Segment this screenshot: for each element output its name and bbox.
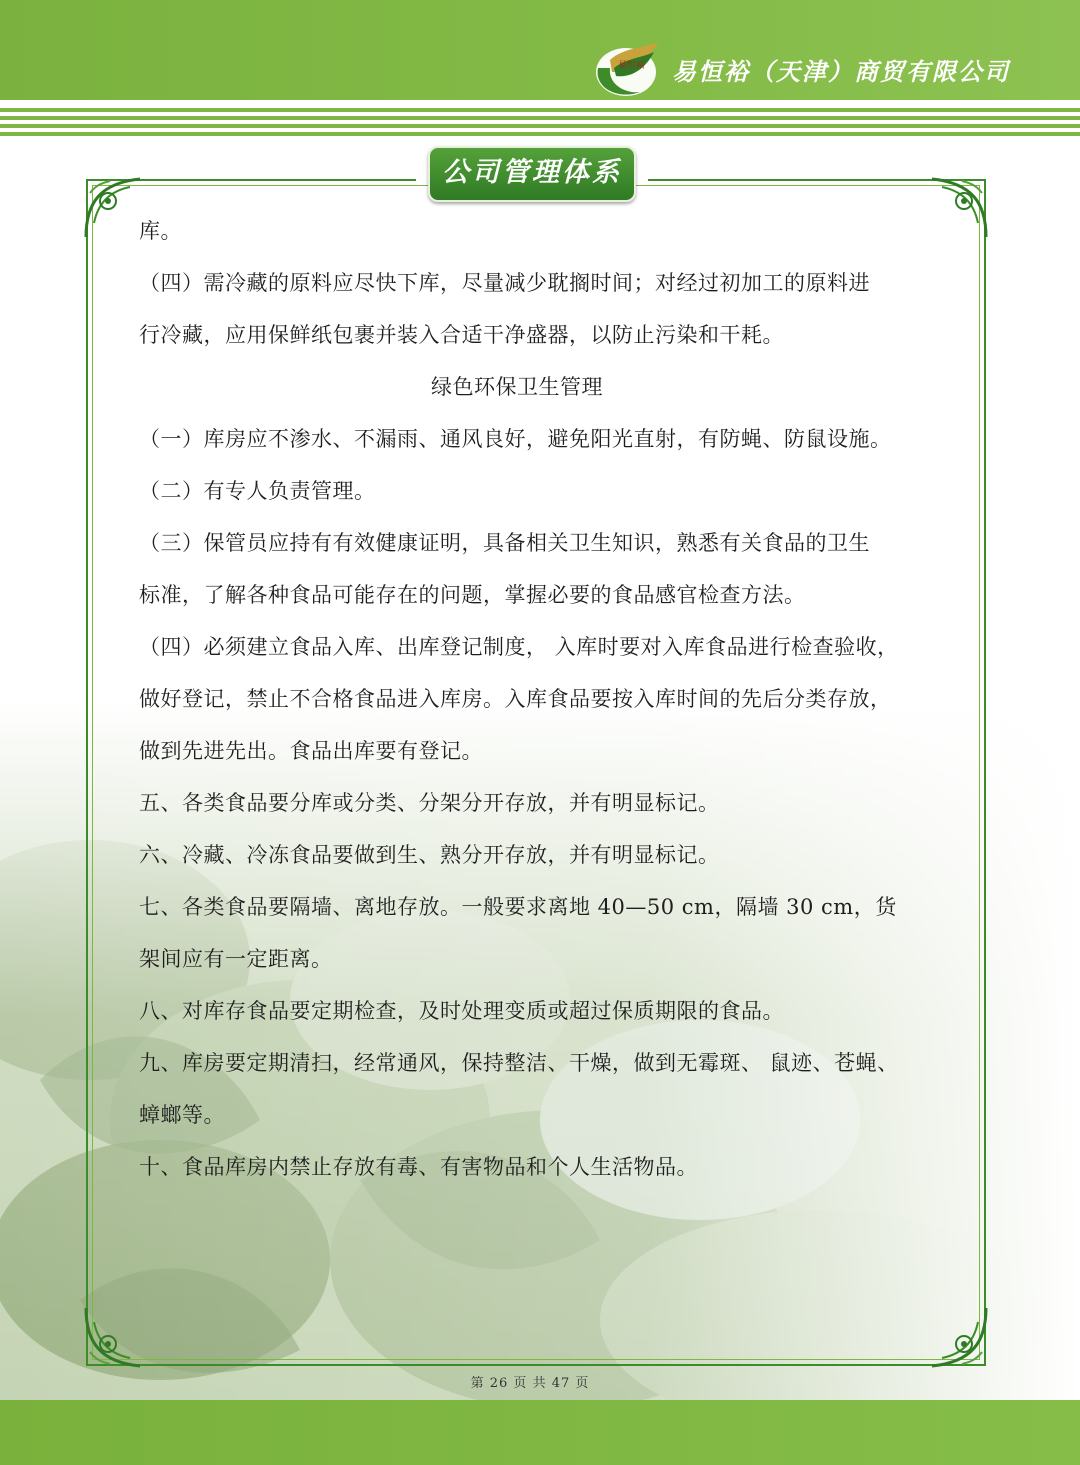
paragraph-line: 九、库房要定期清扫，经常通风，保持整洁、干燥，做到无霉斑、 鼠迹、苍蝇、 [139,1051,899,1075]
section-title-badge: 公司管理体系 [428,146,636,202]
paragraph-line: （一）库房应不渗水、不漏雨、通风良好，避免阳光直射，有防蝇、防鼠设施。 [139,427,892,451]
paragraph-line: 十、食品库房内禁止存放有毒、有害物品和个人生活物品。 [139,1155,698,1179]
paragraph-line: 五、各类食品要分库或分类、分架分开存放，并有明显标记。 [139,791,720,815]
stripe-line [0,108,1080,112]
header-stripes [0,100,1080,142]
paragraph-line: 库。 [139,219,182,243]
paragraph-line: 标准，了解各种食品可能存在的问题，掌握必要的食品感官检查方法。 [139,583,806,607]
document-body [139,205,945,1193]
stripe-line [0,116,1080,120]
paragraph-line: 六、冷藏、冷冻食品要做到生、熟分开存放，并有明显标记。 [139,843,720,867]
subsection-heading: 绿色环保卫生管理 [431,375,603,399]
paragraph-line: 行冷藏，应用保鲜纸包裹并装入合适干净盛器，以防止污染和干耗。 [139,323,784,347]
leaf-logo-icon [588,38,664,102]
paragraph-line: 做到先进先出。食品出库要有登记。 [139,739,483,763]
paragraph-line: 七、各类食品要隔墙、离地存放。一般要求离地 40—50 cm，隔墙 30 cm，货 [139,895,897,919]
paragraph-line: 蟑螂等。 [139,1103,225,1127]
paragraph-line: （二）有专人负责管理。 [139,479,376,503]
paragraph-line: 架间应有一定距离。 [139,947,333,971]
paragraph-line: 做好登记，禁止不合格食品进入库房。入库食品要按入库时间的先后分类存放， [139,687,892,711]
floral-corner-ornament-icon [922,1302,992,1372]
stripe-line [0,132,1080,136]
page-number: 第 26 页 共 47 页 [470,1376,590,1391]
footer-bar [0,1400,1080,1465]
floral-corner-ornament-icon [80,1302,150,1372]
logo-text: 易恒裕 [618,61,646,71]
company-name: 易恒裕（天津）商贸有限公司 [672,58,1010,86]
paragraph-line: 八、对库存食品要定期检查，及时处理变质或超过保质期限的食品。 [139,999,784,1023]
paragraph-line: （三）保管员应持有有效健康证明，具备相关卫生知识，熟悉有关食品的卫生 [139,531,870,555]
stripe-line [0,124,1080,128]
paragraph-line: （四）需冷藏的原料应尽快下库，尽量减少耽搁时间；对经过初加工的原料进 [139,271,870,295]
paragraph-line: （四）必须建立食品入库、出库登记制度， 入库时要对入库食品进行检查验收， [139,635,899,659]
